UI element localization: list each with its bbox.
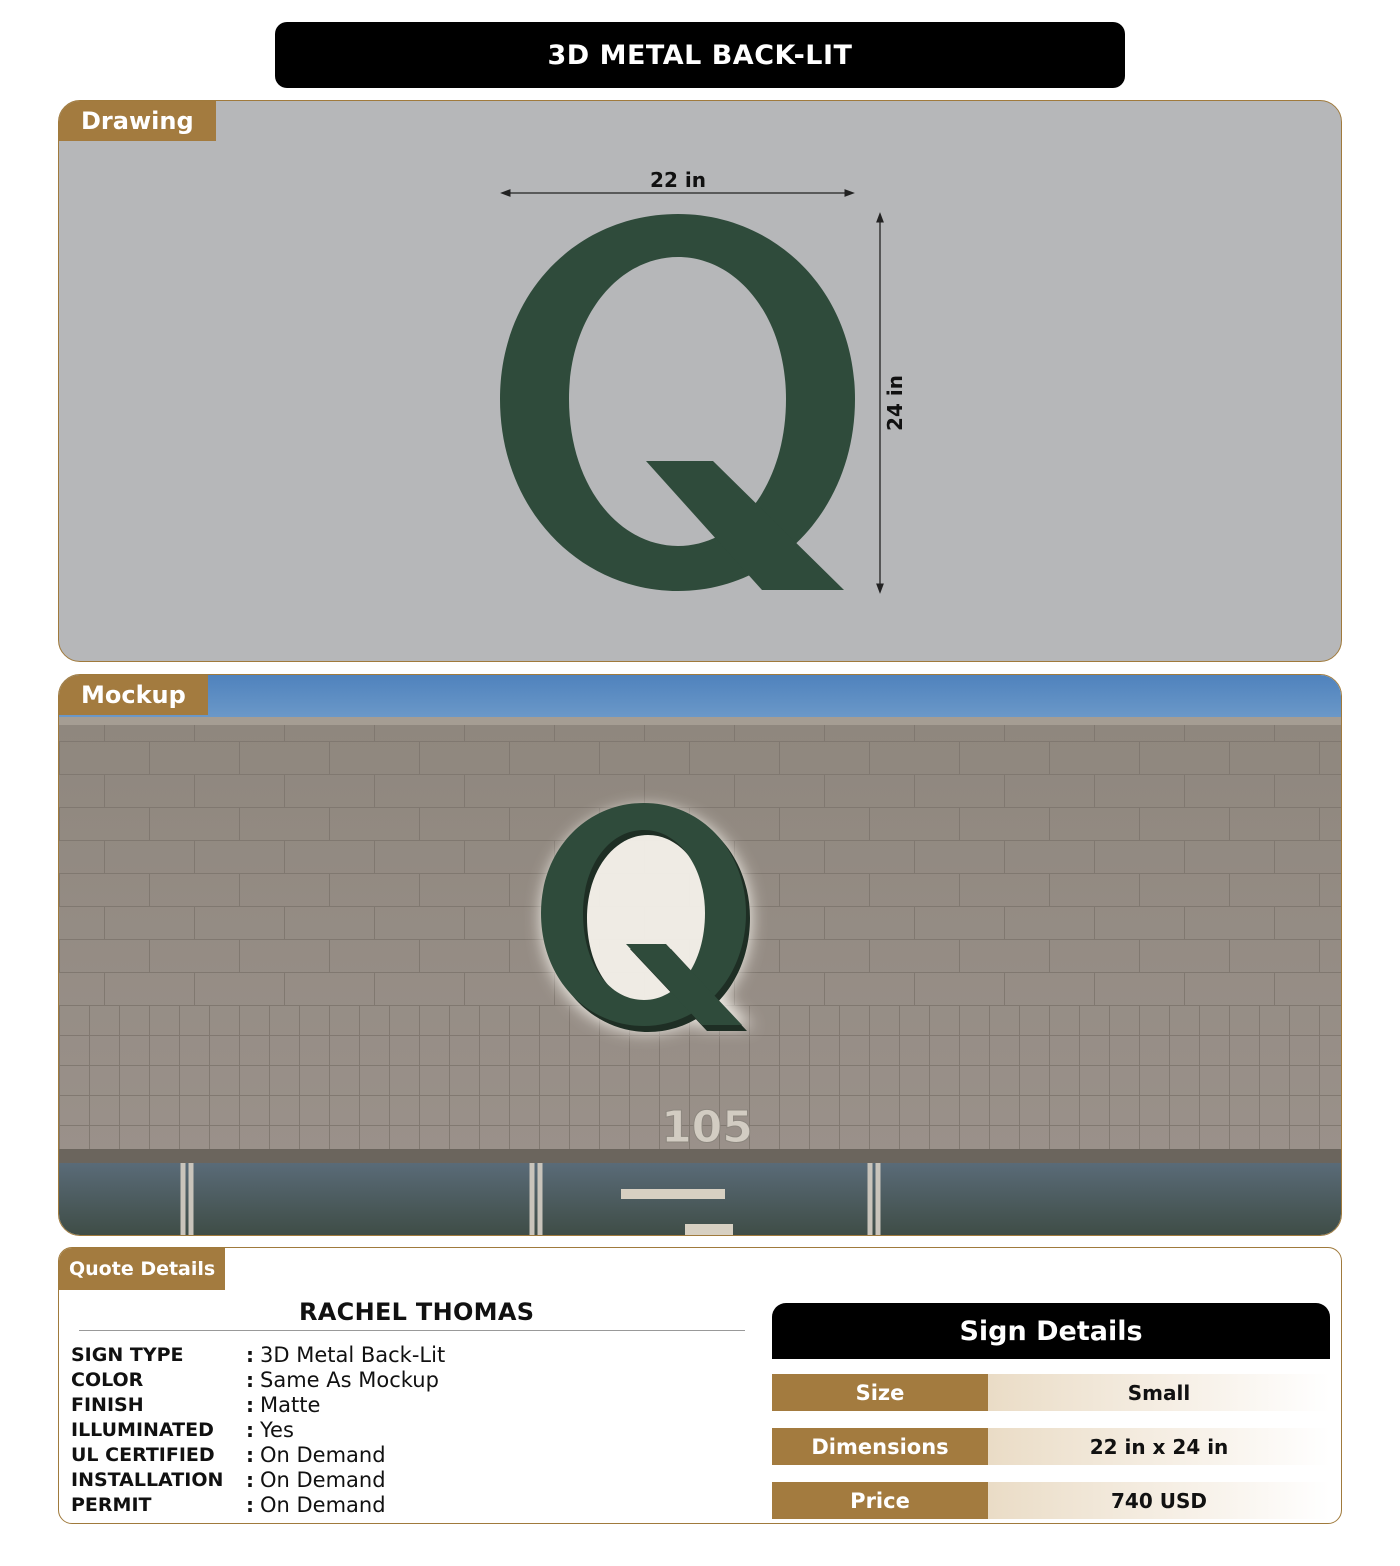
spec-value: Yes (260, 1417, 294, 1442)
page-title: 3D METAL BACK-LIT (275, 22, 1125, 88)
sign-detail-value: 22 in x 24 in (988, 1428, 1330, 1465)
spec-value: Same As Mockup (260, 1367, 439, 1392)
sign-detail-value: 740 USD (988, 1482, 1330, 1519)
spec-list (71, 1342, 445, 1517)
width-label: 22 in (650, 168, 706, 192)
spec-label: SIGN TYPE (71, 1343, 184, 1366)
spec-value: 3D Metal Back-Lit (260, 1342, 446, 1367)
customer-name: RACHEL THOMAS (299, 1298, 535, 1326)
spec-value: On Demand (260, 1492, 386, 1517)
spec-colon: : (246, 1492, 254, 1517)
mockup-panel (58, 674, 1342, 1236)
sign-detail-key: Price (772, 1482, 988, 1519)
spec-colon: : (246, 1367, 254, 1392)
spec-colon: : (246, 1342, 254, 1367)
divider (79, 1330, 745, 1331)
spec-row-installation (71, 1467, 445, 1492)
spec-row-finish (71, 1392, 445, 1417)
quote-details-tag: Quote Details (59, 1248, 225, 1290)
sky (59, 675, 1342, 721)
spec-label: COLOR (71, 1368, 144, 1391)
spec-colon: : (246, 1442, 254, 1467)
unit-number: 105 (661, 1102, 753, 1153)
spec-value: On Demand (260, 1467, 386, 1492)
spec-row-ul-certified (71, 1442, 445, 1467)
letter-q-drawing (500, 214, 855, 591)
sign-detail-row-dimensions (772, 1428, 1330, 1465)
spec-colon: : (246, 1392, 254, 1417)
spec-label: UL CERTIFIED (71, 1443, 215, 1466)
spec-value: Matte (260, 1392, 321, 1417)
spec-row-permit (71, 1492, 445, 1517)
spec-label: INSTALLATION (71, 1468, 224, 1491)
drawing-canvas (59, 101, 1342, 662)
spec-value: On Demand (260, 1442, 386, 1467)
mockup-tag: Mockup (59, 675, 208, 715)
spec-label: PERMIT (71, 1493, 152, 1516)
sign-detail-value: Small (988, 1374, 1330, 1411)
sign-detail-key: Size (772, 1374, 988, 1411)
sign-detail-row-price (772, 1482, 1330, 1519)
sign-detail-row-size (772, 1374, 1330, 1411)
drawing-panel (58, 100, 1342, 662)
spec-colon: : (246, 1417, 254, 1442)
sign-details-header: Sign Details (772, 1303, 1330, 1359)
spec-row-illuminated (71, 1417, 445, 1442)
spec-row-color (71, 1367, 445, 1392)
spec-label: ILLUMINATED (71, 1418, 214, 1441)
drawing-tag: Drawing (59, 101, 216, 141)
spec-colon: : (246, 1467, 254, 1492)
quote-details-panel (58, 1247, 1342, 1524)
height-label: 24 in (883, 375, 907, 431)
roof-edge (59, 717, 1342, 725)
spec-row-sign-type (71, 1342, 445, 1367)
spec-label: FINISH (71, 1393, 144, 1416)
sign-detail-key: Dimensions (772, 1428, 988, 1465)
mockup-scene (59, 675, 1342, 1236)
